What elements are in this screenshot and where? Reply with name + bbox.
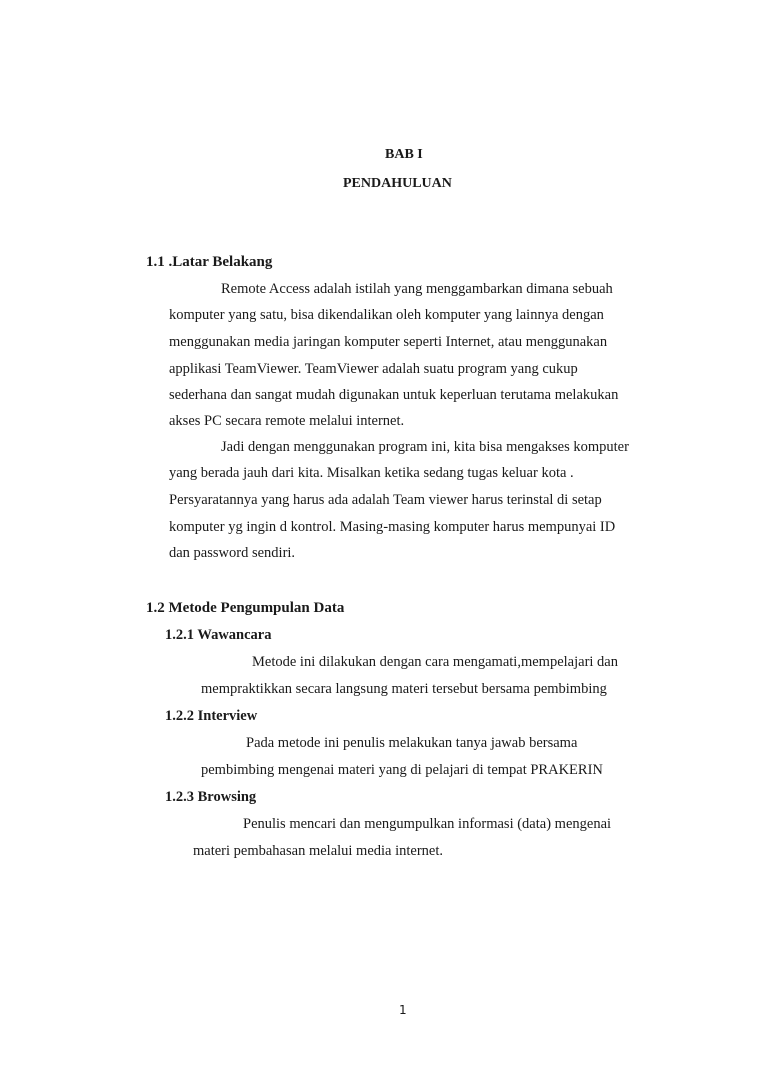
subsection-heading-interview: 1.2.2 Interview xyxy=(165,708,258,724)
paragraph-line: akses PC secara remote melalui internet. xyxy=(169,413,405,429)
subsection-heading-browsing: 1.2.3 Browsing xyxy=(165,789,257,805)
paragraph-line: komputer yg ingin d kontrol. Masing-masing komputer harus mempunyai ID xyxy=(169,519,616,535)
paragraph-line: sederhana dan sangat mudah digunakan untuk keperluan terutama melakukan xyxy=(169,387,619,403)
subsection-line: pembimbing mengenai materi yang di pelajari di tempat PRAKERIN xyxy=(201,762,603,778)
subsection-line: Metode ini dilakukan dengan cara mengamati,mempelajari dan xyxy=(252,654,618,670)
section-heading-metode: 1.2 Metode Pengumpulan Data xyxy=(146,600,345,616)
paragraph-line: yang berada jauh dari kita. Misalkan ketika sedang tugas keluar kota . xyxy=(169,465,574,481)
section-heading-latar-belakang: 1.1 .Latar Belakang xyxy=(146,254,273,270)
subsection-line: materi pembahasan melalui media internet. xyxy=(193,843,444,859)
subsection-heading-wawancara: 1.2.1 Wawancara xyxy=(165,627,272,643)
paragraph-line: Jadi dengan menggunakan program ini, kita bisa mengakses komputer xyxy=(221,439,629,455)
paragraph-line: Remote Access adalah istilah yang menggambarkan dimana sebuah xyxy=(221,281,613,297)
paragraph-line: applikasi TeamViewer. TeamViewer adalah suatu program yang cukup xyxy=(169,361,578,377)
subsection-line: Penulis mencari dan mengumpulkan informasi (data) mengenai xyxy=(243,816,612,832)
paragraph-line: menggunakan media jaringan komputer seperti Internet, atau menggunakan xyxy=(169,334,608,350)
paragraph-line: komputer yang satu, bisa dikendalikan oleh komputer yang lainnya dengan xyxy=(169,307,604,323)
subsection-line: Pada metode ini penulis melakukan tanya jawab bersama xyxy=(246,735,578,751)
chapter-label: BAB I xyxy=(385,147,423,162)
paragraph-line: Persyaratannya yang harus ada adalah Team viewer harus terinstal di setap xyxy=(169,492,602,508)
paragraph-line: dan password sendiri. xyxy=(169,545,296,561)
page-number: 1 xyxy=(399,1003,407,1017)
subsection-line: mempraktikkan secara langsung materi tersebut bersama pembimbing xyxy=(201,681,607,697)
chapter-title: PENDAHULUAN xyxy=(343,176,452,191)
